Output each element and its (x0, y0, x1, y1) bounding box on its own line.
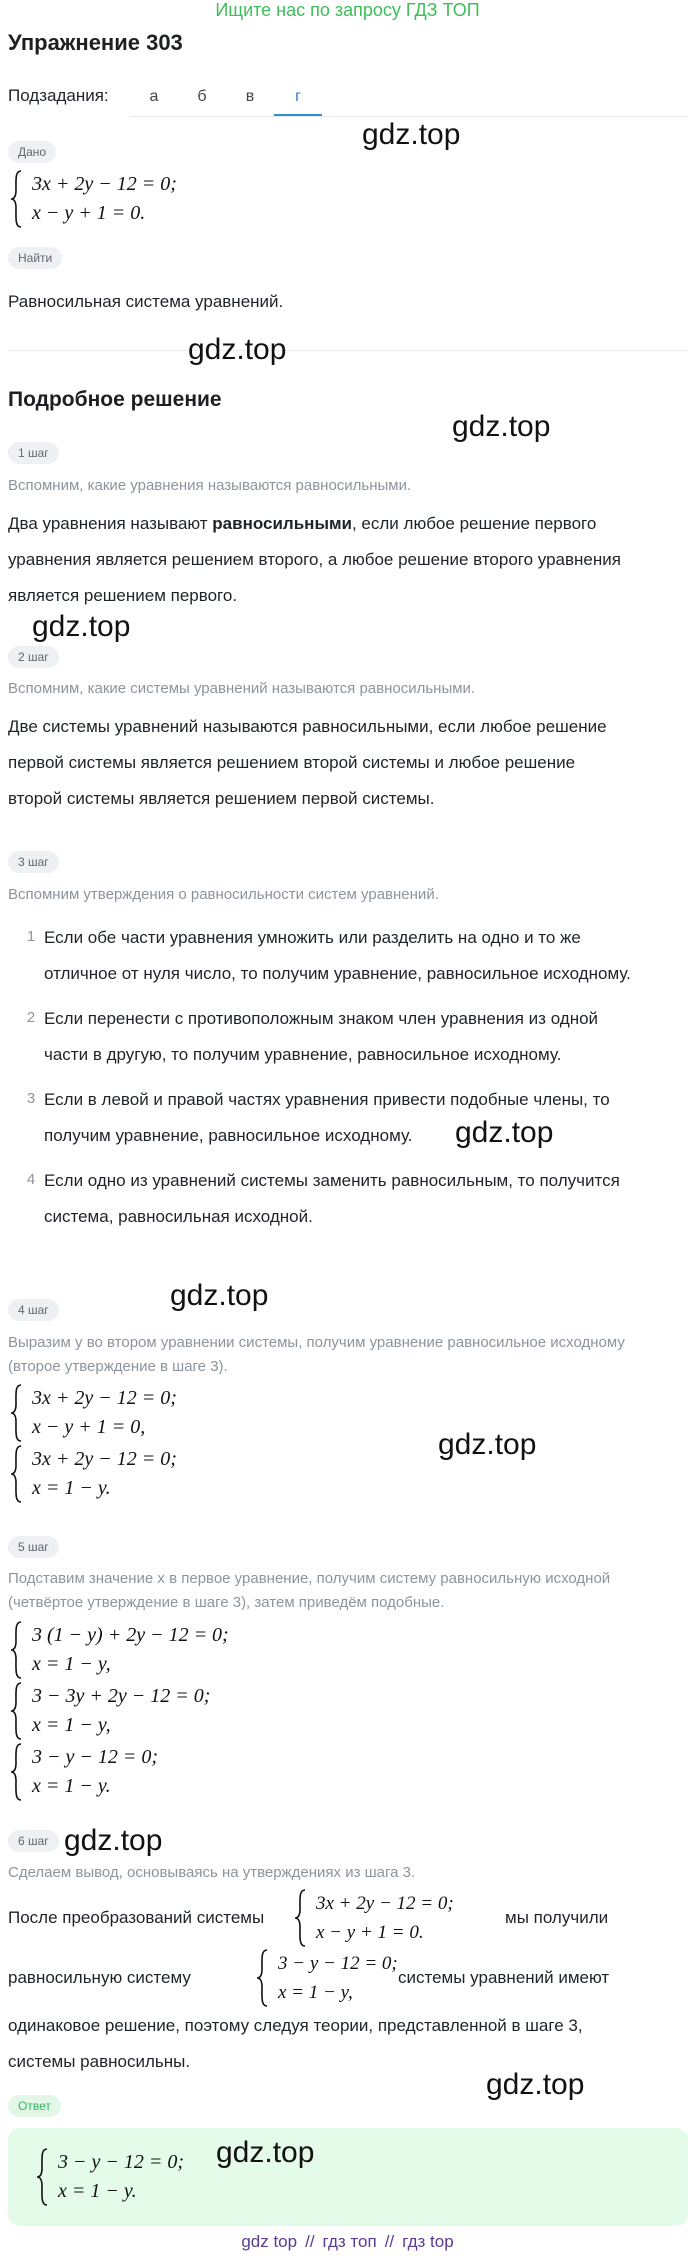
brace-icon (294, 1889, 306, 1947)
tab-a[interactable]: а (149, 88, 159, 105)
brace-icon (10, 1743, 22, 1801)
step1-line-1 (8, 506, 688, 542)
equation: x = 1 − y. (58, 2180, 137, 2202)
tab-v[interactable]: в (245, 88, 255, 105)
step1-term: равносильными (212, 514, 352, 533)
watermark: gdz.top (438, 1428, 537, 1461)
watermark: gdz.top (362, 118, 461, 151)
given-badge: Дано (8, 141, 56, 163)
statement-4-line-2: система, равносильная исходной. (44, 1207, 313, 1226)
step2-line-2: первой системы является решением второй системы и любое решение (8, 753, 576, 772)
equation: x = 1 − y. (32, 1477, 111, 1499)
footer-link-3[interactable]: гдз top (402, 2232, 454, 2251)
brace-icon (10, 1621, 22, 1679)
watermark: gdz.top (216, 2136, 315, 2169)
equation: x = 1 − y, (32, 1653, 111, 1675)
search-hint-link[interactable]: Ищите нас по запросу ГДЗ ТОП (215, 0, 480, 20)
footer-separator: // (305, 2232, 315, 2251)
answer-badge: Ответ (8, 2095, 61, 2117)
statement-2-line-2: части в другую, то получим уравнение, равносильное исходному. (44, 1045, 562, 1064)
statement-2-line-1: Если перенести с противоположным знаком член уравнения из одной (44, 1009, 599, 1028)
footer-links (0, 2232, 695, 2252)
step6-hint: Сделаем вывод, основываясь на утверждениях из шага 3. (8, 1864, 416, 1881)
equation: x = 1 − y, (278, 1982, 353, 2003)
list-number: 3 (26, 1090, 36, 1107)
equation: 3 (1 − y) + 2y − 12 = 0; (32, 1624, 229, 1646)
step4-system-2 (10, 1445, 410, 1503)
subtasks-label: Подзадания: (8, 86, 109, 105)
step4-system-1 (10, 1384, 410, 1442)
tab-g[interactable]: г (274, 78, 322, 116)
equation: 3 − 3y + 2y − 12 = 0; (32, 1685, 211, 1707)
equation: 3 − y − 12 = 0; (278, 1953, 398, 1974)
step1-line-3: является решением первого. (8, 586, 238, 605)
step6-p1-post: мы получили (505, 1908, 609, 1927)
watermark: gdz.top (455, 1116, 554, 1149)
tab-b[interactable]: б (197, 88, 207, 105)
step6-p4: системы равносильны. (8, 2052, 191, 2071)
step-badge-4: 4 шаг (8, 1299, 59, 1321)
given-eq-2: x − y + 1 = 0. (32, 202, 146, 224)
watermark: gdz.top (64, 1824, 163, 1857)
equation: 3 − y − 12 = 0; (32, 1746, 159, 1768)
brace-icon (10, 170, 22, 228)
step2-line-3: второй системы является решением первой системы. (8, 789, 435, 808)
equation: x − y + 1 = 0. (316, 1922, 424, 1943)
equation: 3x + 2y − 12 = 0; (32, 1387, 177, 1409)
subtask-tabs (130, 78, 688, 117)
brace-icon (10, 1384, 22, 1442)
step6-inline-system-2 (256, 1949, 406, 2007)
divider (8, 350, 688, 351)
answer-system (36, 2148, 236, 2206)
watermark: gdz.top (32, 610, 131, 643)
brace-icon (256, 1949, 268, 2007)
statement-3-line-2: получим уравнение, равносильное исходному. (44, 1126, 413, 1145)
step2-hint: Вспомним, какие системы уравнений называются равносильными. (8, 680, 476, 697)
step-badge-6: 6 шаг (8, 1830, 59, 1852)
step1-line-2: уравнения является решением второго, а любое решение второго уравнения (8, 550, 621, 569)
brace-icon (10, 1682, 22, 1740)
equation: x = 1 − y. (32, 1775, 111, 1797)
find-badge: Найти (8, 247, 62, 269)
step1-hint: Вспомним, какие уравнения называются равносильными. (8, 477, 412, 494)
given-eq-1: 3x + 2y − 12 = 0; (32, 173, 177, 195)
page-title: Упражнение 303 (8, 30, 183, 55)
step6-inline-system-1 (294, 1889, 524, 1947)
step-badge-1: 1 шаг (8, 442, 59, 464)
footer-separator: // (384, 2232, 395, 2251)
equation: x − y + 1 = 0, (32, 1416, 146, 1438)
equation: 3 − y − 12 = 0; (58, 2151, 185, 2173)
solution-title: Подробное решение (8, 388, 222, 411)
step-badge-2: 2 шаг (8, 646, 59, 668)
statement-4-line-1: Если одно из уравнений системы заменить равносильным, то получится (44, 1171, 620, 1190)
step5-hint-1: Подставим значение x в первое уравнение, получим систему равносильную исходной (8, 1570, 611, 1587)
footer-link-2[interactable]: гдз топ (322, 2232, 377, 2251)
step6-p2-post: системы уравнений имеют (398, 1968, 610, 1987)
step6-p2: равносильную систему (8, 1968, 191, 1987)
equation: 3x + 2y − 12 = 0; (32, 1448, 177, 1470)
equation: 3x + 2y − 12 = 0; (316, 1893, 454, 1914)
watermark: gdz.top (170, 1279, 269, 1312)
list-number: 2 (26, 1009, 36, 1026)
footer-link-1[interactable]: gdz top (241, 2232, 298, 2251)
step4-hint-2: (второе утверждение в шаге 3). (8, 1358, 228, 1375)
step5-hint-2: (четвёртое утверждение в шаге 3), затем приведём подобные. (8, 1594, 445, 1611)
step5-system-2 (10, 1682, 410, 1740)
statement-1-line-2: отличное от нуля число, то получим уравнение, равносильное исходному. (44, 964, 631, 983)
step5-system-3 (10, 1743, 410, 1801)
step4-hint-1: Выразим y во втором уравнении системы, получим уравнение равносильное исходному (8, 1334, 625, 1351)
brace-icon (36, 2148, 48, 2206)
brace-icon (10, 1445, 22, 1503)
statement-3-line-1: Если в левой и правой частях уравнения привести подобные члены, то (44, 1090, 610, 1109)
step6-p3: одинаковое решение, поэтому следуя теории, представленной в шаге 3, (8, 2016, 583, 2035)
step5-system-1 (10, 1621, 410, 1679)
step1-text: , если любое решение первого (351, 514, 597, 533)
step1-text: Два уравнения называют (8, 514, 213, 533)
step3-hint: Вспомним утверждения о равносильности систем уравнений. (8, 886, 439, 903)
statement-1-line-1: Если обе части уравнения умножить или разделить на одно и то же (44, 928, 581, 947)
list-number: 4 (26, 1171, 36, 1188)
find-text: Равносильная система уравнений. (8, 292, 284, 311)
step6-p1: После преобразований системы (8, 1908, 265, 1927)
step2-line-1: Две системы уравнений называются равносильными, если любое решение (8, 717, 607, 736)
given-system (10, 170, 410, 228)
watermark: gdz.top (486, 2068, 585, 2101)
watermark: gdz.top (452, 410, 551, 443)
step-badge-5: 5 шаг (8, 1536, 59, 1558)
watermark: gdz.top (188, 333, 287, 366)
list-number: 1 (26, 928, 36, 945)
step-badge-3: 3 шаг (8, 851, 59, 873)
equation: x = 1 − y, (32, 1714, 111, 1736)
